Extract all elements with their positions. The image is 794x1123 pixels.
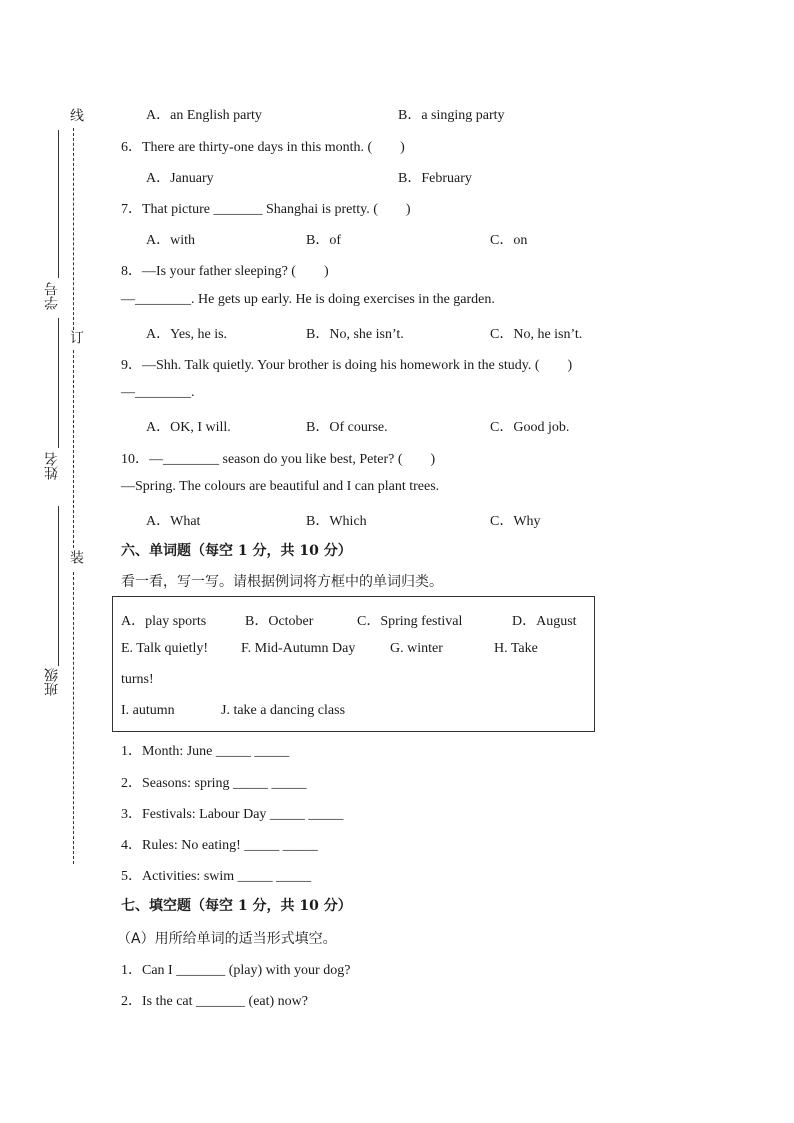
q7-stem: 7．That picture _______ Shanghai is pretty. ( ) (121, 202, 411, 217)
q6-option-a: A．January (146, 171, 214, 186)
margin-label-xingming: 姓名 (44, 452, 60, 480)
q7-option-c: C．on (490, 233, 528, 248)
dashed-line-1 (73, 128, 74, 330)
word-box-a: A．play sports (121, 614, 207, 629)
q6-option-b: B．February (398, 171, 472, 186)
word-box-c: C．Spring festival (357, 614, 463, 629)
category-seasons: 2．Seasons: spring _____ _____ (121, 776, 307, 791)
word-box-j: J. take a dancing class (221, 703, 346, 718)
margin-label-ding: 订 (68, 330, 84, 344)
margin-label-zhuang: 装 (68, 550, 84, 564)
q10-option-a: A．What (146, 514, 201, 529)
margin-line-2 (58, 318, 59, 448)
q8-option-b: B．No, she isn’t. (306, 327, 404, 342)
q9-option-a: A．OK, I will. (146, 420, 231, 435)
dashed-line-3 (73, 572, 74, 864)
q9-line2: —________. (121, 385, 195, 400)
q6-stem: 6．There are thirty-one days in this month. ( ) (121, 140, 405, 155)
q7-option-b: B．of (306, 233, 341, 248)
margin-label-xian: 线 (68, 108, 84, 122)
margin-line-1 (58, 130, 59, 278)
margin-label-xuehao: 学号 (44, 282, 60, 310)
word-box-g: G. winter (390, 641, 443, 656)
category-rules: 4．Rules: No eating! _____ _____ (121, 838, 318, 853)
dashed-line-2 (73, 350, 74, 548)
margin-line-3 (58, 506, 59, 666)
margin-label-banji: 班级 (44, 668, 60, 696)
fill-item-2: 2．Is the cat _______ (eat) now? (121, 994, 308, 1009)
word-box-e: E. Talk quietly! (121, 641, 209, 656)
q9-option-b: B．Of course. (306, 420, 388, 435)
word-box-h: H. Take (494, 641, 538, 656)
word-box-h-cont: turns! (121, 672, 154, 687)
fill-item-1: 1．Can I _______ (play) with your dog? (121, 963, 351, 978)
q8-stem: 8．—Is your father sleeping? ( ) (121, 264, 329, 279)
section-7-title: 七、填空题（每空 1 分，共 10 分） (121, 898, 352, 914)
category-activities: 5．Activities: swim _____ _____ (121, 869, 312, 884)
q9-stem: 9．—Shh. Talk quietly. Your brother is doing his homework in the study. ( ) (121, 358, 573, 373)
q5-option-a: A．an English party (146, 108, 262, 123)
q10-line2: —Spring. The colours are beautiful and I can plant trees. (121, 479, 440, 494)
q9-option-c: C．Good job. (490, 420, 570, 435)
category-festivals: 3．Festivals: Labour Day _____ _____ (121, 807, 344, 822)
category-month: 1．Month: June _____ _____ (121, 744, 290, 759)
q8-option-a: A．Yes, he is. (146, 327, 228, 342)
section-7-subtitle: （A）用所给单词的适当形式填空。 (117, 931, 337, 947)
q10-option-c: C．Why (490, 514, 541, 529)
q5-option-b: B．a singing party (398, 108, 505, 123)
q8-option-c: C．No, he isn’t. (490, 327, 583, 342)
q7-option-a: A．with (146, 233, 195, 248)
section-6-instructions: 看一看，写一写。请根据例词将方框中的单词归类。 (121, 574, 443, 590)
word-box-d: D．August (512, 614, 577, 629)
section-6-title: 六、单词题（每空 1 分，共 10 分） (121, 543, 352, 559)
q8-line2: —________. He gets up early. He is doing exercises in the garden. (121, 292, 495, 307)
word-box-i: I. autumn (121, 703, 175, 718)
word-box-b: B．October (245, 614, 314, 629)
word-box-f: F. Mid-Autumn Day (241, 641, 356, 656)
q10-stem: 10．—________ season do you like best, Peter? ( ) (121, 452, 436, 467)
q10-option-b: B．Which (306, 514, 367, 529)
